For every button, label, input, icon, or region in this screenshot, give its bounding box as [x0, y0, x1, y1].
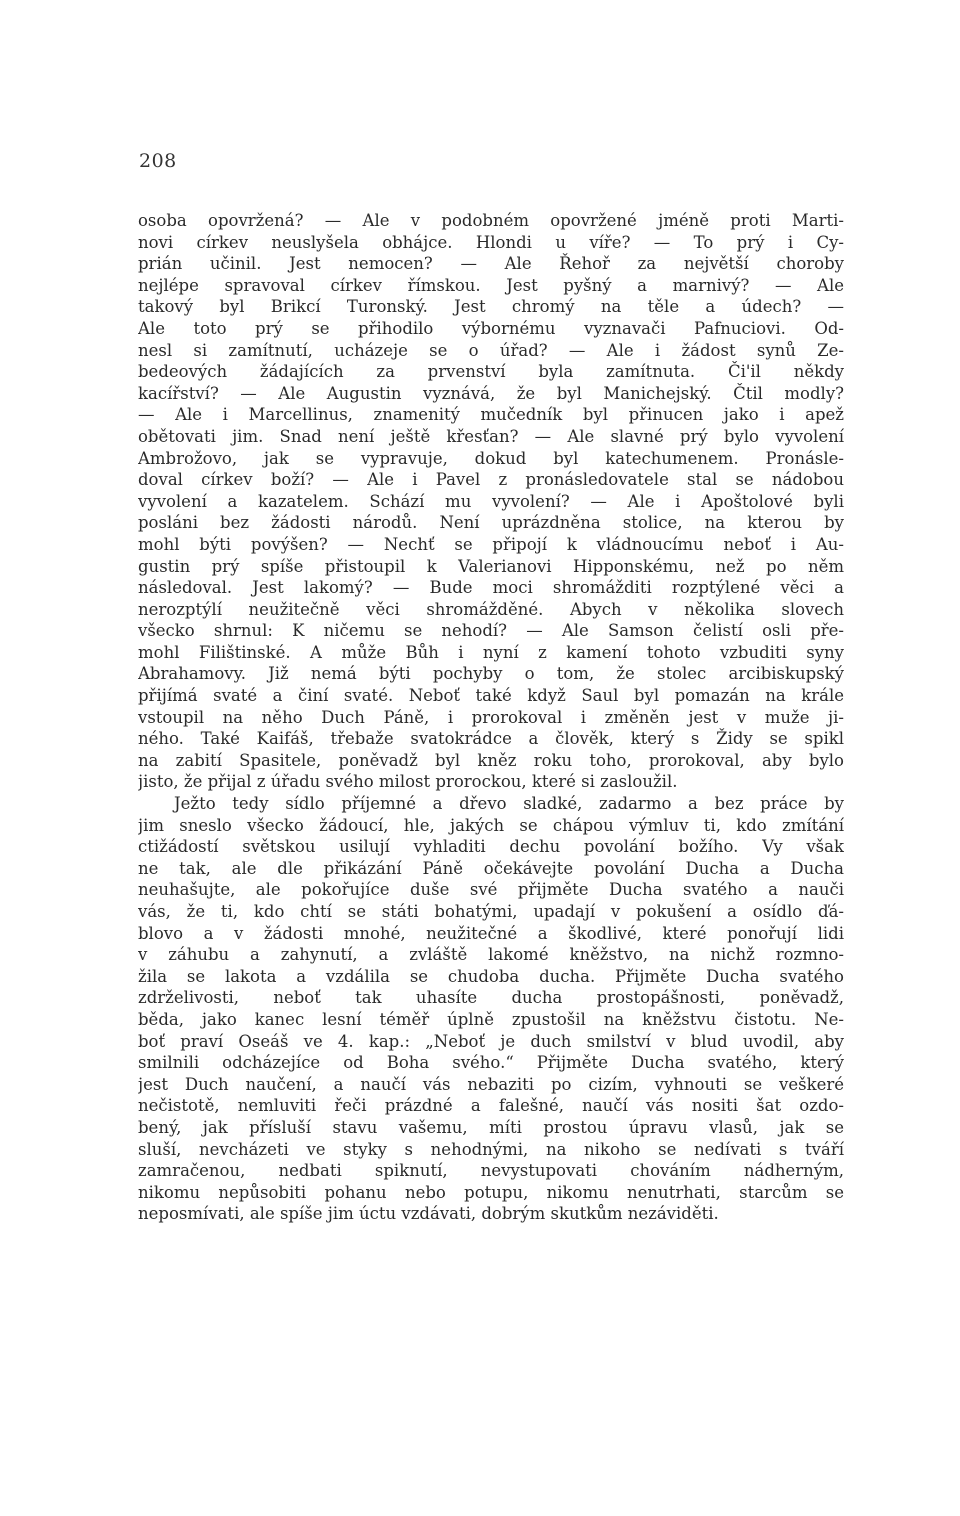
text-line: smilnili odcházejíce od Boha svého.“ Přijměte Ducha svatého, který: [138, 1053, 844, 1073]
text-line: Ambrožovo, jak se vypravuje, dokud byl katechumenem. Pronásle-: [138, 448, 844, 468]
text-line: vás, že ti, kdo chtí se státi bohatými, upadají v pokušení a osídlo ďá-: [138, 902, 844, 921]
text-line: všecko shrnul: K ničemu se nehodí? — Ale Samson čelistí osli pře-: [138, 621, 844, 641]
text-line: gustin prý spíše přistoupil k Valerianovi Hipponskému, než po něm: [138, 556, 844, 576]
text-line: mohl býti povýšen? — Nechť se připojí k vládnoucímu neboť i Au-: [138, 534, 844, 554]
text-line: bený, jak přísluší stavu vašemu, míti prostou úpravu vlasů, jak se: [138, 1117, 844, 1137]
text-line: ne tak, ale dle přikázání Páně očekávejte povolání Ducha a Ducha: [138, 858, 844, 878]
text-line: novi církev neuslyšela obhájce. Hlondi u víře? — To prý i Cy-: [138, 232, 844, 252]
text-line: v záhubu a zahynutí, a zvláště lakomé kněžstvo, na nichž rozmno-: [138, 945, 844, 965]
page-number: 208: [139, 150, 177, 172]
text-line: nesl si zamítnutí, ucházeje se o úřad? — Ale i žádost synů Ze-: [138, 340, 844, 360]
text-line: nečistotě, nemluviti řeči prázdné a falešné, naučí vás nositi šat ozdo-: [138, 1096, 844, 1116]
text-line: blovo a v žádosti mnohé, neužitečné a škodlivé, které ponořují lidi: [138, 923, 844, 943]
text-line: ctižádostí světskou usilují vyhladiti dechu povolání božího. Vy však: [138, 837, 844, 857]
text-line: ného. Také Kaifáš, třebaže svatokrádce a člověk, který s Židy se spikl: [138, 729, 844, 749]
text-line: boť praví Oseáš ve 4. kap.: „Neboť je duch smilství v blud uvodil, aby: [138, 1031, 844, 1051]
text-line: Abrahamovy. Již nemá býti pochyby o tom, že stolec arcibiskupský: [138, 664, 844, 684]
paragraph: [138, 210, 844, 793]
text-line: vyvolení a kazatelem. Schází mu vyvolení? — Ale i Apoštolové byli: [138, 491, 844, 511]
text-line: nejlépe spravoval církev římskou. Jest pyšný a marnivý? — Ale: [138, 275, 844, 295]
text-line: neuhašujte, ale pokořujíce duše své přijměte Ducha svatého a nauči: [138, 880, 844, 900]
text-line: žila se lakota a vzdálila se chudoba ducha. Přijměte Ducha svatého: [138, 966, 844, 986]
text-line: posláni bez žádosti národů. Není uprázdněna stolice, na kterou by: [138, 513, 844, 533]
text-line: mohl Filištinské. A může Bůh i nyní z kamení tohoto vzbuditi syny: [138, 642, 844, 662]
text-line: neposmívati, ale spíše jim úctu vzdávati, dobrým skutkům nezáviděti.: [138, 1204, 719, 1224]
text-line: doval církev boží? — Ale i Pavel z pronásledovatele stal se nádobou: [138, 470, 844, 490]
paragraph: [138, 793, 844, 1225]
text-line: jim sneslo všecko žádoucí, hle, jakých se chápou výmluv ti, kdo zmítání: [138, 815, 844, 835]
text-line: Ježto tedy sídlo příjemné a dřevo sladké, zadarmo a bez práce by: [174, 794, 844, 814]
text-line: bedeových žádajících za prvenství byla zamítnuta. Či'il někdy: [138, 362, 844, 382]
text-line: prián učinil. Jest nemocen? — Ale Řehoř za největší choroby: [138, 254, 844, 274]
text-line: následoval. Jest lakomý? — Bude moci shromážditi rozptýlené věci a: [138, 578, 844, 598]
text-line: sluší, nevcházeti ve styky s nehodnými, na nikoho se nedívati s tváří: [138, 1139, 844, 1159]
text-line: obětovati jim. Snad není ještě křesťan? — Ale slavné prý bylo vyvolení: [138, 426, 844, 446]
body-text: [138, 210, 844, 1225]
text-line: takový byl Brikcí Turonský. Jest chromý na těle a údech? —: [138, 297, 844, 317]
text-line: zdrželivosti, neboť tak uhasíte ducha prostopášnosti, poněvadž,: [138, 988, 844, 1008]
text-line: na zabití Spasitele, poněvadž byl kněz roku toho, prorokoval, aby bylo: [138, 750, 844, 770]
text-line: jest Duch naučení, a naučí vás nebaziti po cizím, vyhnouti se veškeré: [138, 1074, 844, 1094]
text-line: vstoupil na něho Duch Páně, i prorokoval i změněn jest v muže ji-: [138, 707, 844, 727]
text-line: nikomu nepůsobiti pohanu nebo potupu, nikomu nenutrhati, starcům se: [138, 1182, 844, 1202]
text-line: nerozptýlí neužitečně věci shromážděné. Abych v několika slovech: [138, 599, 844, 619]
text-line: — Ale i Marcellinus, znamenitý mučedník byl přinucen jako i apež: [138, 405, 844, 425]
text-line: Ale toto prý se přihodilo výbornému vyznavači Pafnuciovi. Od-: [138, 318, 844, 338]
text-line: zamračenou, nedbati spiknutí, nevystupovati chováním nádherným,: [138, 1161, 844, 1181]
text-line: přijímá svaté a činí svaté. Neboť také když Saul byl pomazán na krále: [138, 686, 844, 706]
text-line: osoba opovržená? — Ale v podobném opovržené jméně proti Marti-: [138, 211, 844, 230]
text-line: jisto, že přijal z úřadu svého milost prorockou, které si zasloužil.: [138, 772, 678, 792]
text-line: běda, jako kanec lesní téměř úplně zpustošil na kněžstvu čistotu. Ne-: [138, 1009, 844, 1029]
text-line: kacířství? — Ale Augustin vyznává, že byl Manichejský. Čtil modly?: [138, 383, 844, 403]
